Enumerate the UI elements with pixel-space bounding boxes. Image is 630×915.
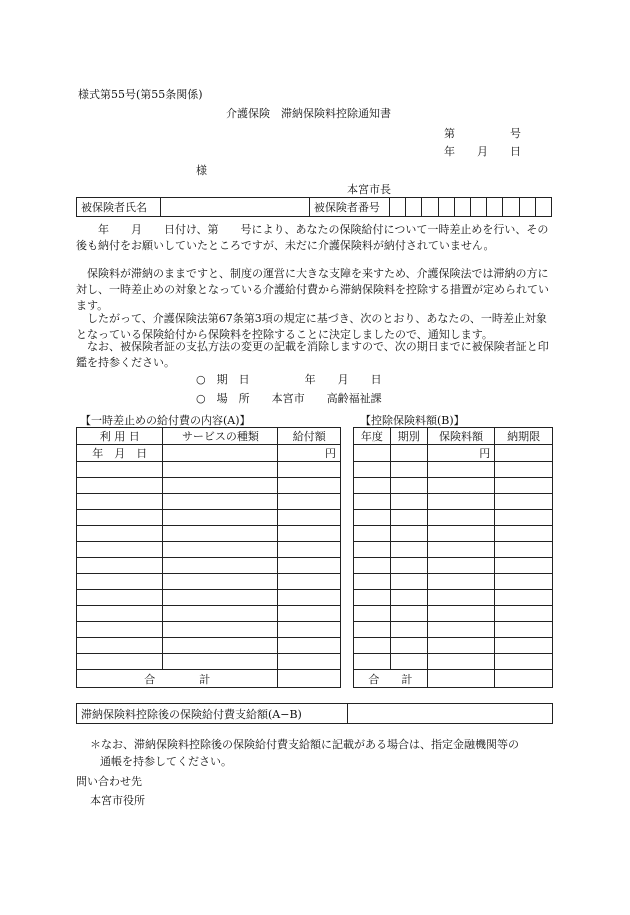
body-paragraph: したがって、介護保険法第67条第3項の規定に基づき、次のとおり、あなたの、一時差止対象となっている保険給付から保険料を控除することに決定しましたので、通知します。: [76, 312, 547, 341]
insured-number-label: 被保険者番号: [309, 198, 389, 217]
table-cell[interactable]: [163, 462, 278, 478]
document-number: 第 号: [444, 127, 521, 140]
table-cell[interactable]: [495, 494, 553, 510]
table-cell[interactable]: [77, 526, 163, 542]
insured-number-digit[interactable]: [535, 198, 551, 217]
net-amount-field[interactable]: [348, 704, 553, 724]
table-cell[interactable]: [354, 558, 391, 574]
table-cell[interactable]: [390, 590, 427, 606]
table-cell[interactable]: [390, 638, 427, 654]
table-cell[interactable]: [495, 590, 553, 606]
column-header: 保険料額: [427, 428, 495, 445]
total-label: 合 計: [77, 670, 278, 688]
table-cell[interactable]: [354, 510, 391, 526]
table-cell[interactable]: [278, 494, 341, 510]
column-header: 期別: [390, 428, 427, 445]
issuer: 本宮市長: [347, 183, 391, 196]
insured-number-digit[interactable]: [406, 198, 422, 217]
table-cell[interactable]: [278, 558, 341, 574]
table-cell[interactable]: [278, 462, 341, 478]
table-cell[interactable]: [427, 606, 495, 622]
table-cell[interactable]: [495, 622, 553, 638]
table-cell[interactable]: [495, 638, 553, 654]
table-cell[interactable]: [495, 510, 553, 526]
table-cell[interactable]: [163, 510, 278, 526]
table-cell[interactable]: [427, 590, 495, 606]
table-cell[interactable]: [390, 558, 427, 574]
insured-number-digit[interactable]: [519, 198, 535, 217]
table-cell[interactable]: [163, 478, 278, 494]
table-cell[interactable]: [427, 494, 495, 510]
table-cell[interactable]: [278, 622, 341, 638]
table-cell[interactable]: [495, 445, 553, 462]
table-cell[interactable]: [427, 622, 495, 638]
total-cell[interactable]: [278, 670, 341, 688]
table-cell[interactable]: [77, 638, 163, 654]
table-cell[interactable]: [390, 654, 427, 670]
table-cell[interactable]: [390, 462, 427, 478]
table-cell[interactable]: [427, 654, 495, 670]
table-cell[interactable]: [354, 590, 391, 606]
table-cell[interactable]: [354, 622, 391, 638]
table-cell[interactable]: [278, 542, 341, 558]
table-cell[interactable]: [354, 654, 391, 670]
net-amount-table: [76, 703, 553, 724]
table-cell[interactable]: [495, 606, 553, 622]
table-cell[interactable]: [163, 638, 278, 654]
table-cell[interactable]: [427, 526, 495, 542]
body-paragraph: なお、被保険者証の支払方法の変更の記載を消除しますので、次の期日までに被保険者証と印鑑を持参ください。: [76, 340, 549, 369]
body-paragraph: 年 月 日付け、第 号により、あなたの保険給付について一時差止めを行い、その後も納付をお願いしていたところですが、未だに介護保険料が納付されていません。: [76, 223, 549, 252]
insured-info-table: [76, 197, 552, 217]
table-cell[interactable]: [354, 574, 391, 590]
table-cell[interactable]: [427, 462, 495, 478]
column-header: サービスの種類: [163, 428, 278, 445]
table-cell[interactable]: [278, 526, 341, 542]
table-cell[interactable]: [390, 606, 427, 622]
table-cell[interactable]: [163, 542, 278, 558]
insured-number-digit[interactable]: [503, 198, 519, 217]
form-number: 様式第55号(第55条関係): [78, 88, 203, 101]
table-cell[interactable]: [390, 622, 427, 638]
insured-number-digit[interactable]: [438, 198, 454, 217]
table-cell[interactable]: [354, 462, 391, 478]
table-cell[interactable]: [354, 445, 391, 462]
schedule-date: ○ 期 日 年 月 日: [196, 373, 382, 386]
column-header: 給付額: [278, 428, 341, 445]
table-a-title: 【一時差止めの給付費の内容(A)】: [80, 414, 251, 427]
table-cell[interactable]: 年 月 日: [77, 445, 163, 462]
table-cell[interactable]: [163, 590, 278, 606]
table-cell[interactable]: [495, 558, 553, 574]
column-header: 納期限: [495, 428, 553, 445]
table-cell[interactable]: [390, 526, 427, 542]
table-cell[interactable]: [495, 574, 553, 590]
insured-number-digit[interactable]: [422, 198, 438, 217]
table-cell[interactable]: [278, 510, 341, 526]
table-cell[interactable]: [427, 638, 495, 654]
document-title: 介護保険 滞納保険料控除通知書: [226, 107, 391, 120]
body-paragraph: 保険料が滞納のままですと、制度の運営に大きな支障を来すため、介護保険法では滞納の方に対し、一時差止めの対象となっている介護給付費から滞納保険料を控除する措置が定められています。: [76, 267, 549, 312]
table-cell[interactable]: [390, 478, 427, 494]
table-cell[interactable]: [495, 542, 553, 558]
table-cell[interactable]: [278, 574, 341, 590]
table-cell[interactable]: [278, 606, 341, 622]
net-amount-label: 滞納保険料控除後の保険給付費支給額(A−B): [77, 704, 348, 724]
note-line: 通帳を持参してください。: [100, 755, 232, 768]
table-cell[interactable]: [495, 654, 553, 670]
table-cell[interactable]: [495, 478, 553, 494]
table-cell[interactable]: [278, 590, 341, 606]
table-cell[interactable]: 円: [427, 445, 495, 462]
insured-number-digit[interactable]: [454, 198, 470, 217]
table-cell[interactable]: [354, 638, 391, 654]
premium-table: [353, 427, 553, 688]
addressee-suffix: 様: [196, 164, 207, 177]
table-cell[interactable]: [495, 526, 553, 542]
insured-name-field[interactable]: [161, 198, 310, 217]
total-cell[interactable]: [495, 670, 553, 688]
table-cell[interactable]: [77, 574, 163, 590]
table-cell[interactable]: [390, 445, 427, 462]
contact-office: 本宮市役所: [90, 794, 145, 807]
table-cell[interactable]: [495, 462, 553, 478]
table-cell[interactable]: [390, 574, 427, 590]
table-cell[interactable]: [390, 510, 427, 526]
total-cell[interactable]: [427, 670, 495, 688]
table-cell[interactable]: [163, 558, 278, 574]
column-header: 年度: [354, 428, 391, 445]
note-line: ＊なお、滞納保険料控除後の保険給付費支給額に記載がある場合は、指定金融機関等の: [90, 738, 519, 751]
insured-number-digit[interactable]: [487, 198, 503, 217]
table-cell[interactable]: [354, 478, 391, 494]
benefit-table: [76, 427, 341, 688]
table-cell[interactable]: [77, 622, 163, 638]
table-cell[interactable]: [77, 478, 163, 494]
table-b-title: 【控除保険料額(B)】: [360, 414, 465, 427]
table-cell[interactable]: [427, 542, 495, 558]
table-cell[interactable]: [163, 494, 278, 510]
table-cell[interactable]: [390, 542, 427, 558]
table-cell[interactable]: [163, 654, 278, 670]
table-cell[interactable]: [77, 606, 163, 622]
table-cell[interactable]: [278, 478, 341, 494]
schedule-place: ○ 場 所 本宮市 高齢福祉課: [196, 392, 382, 405]
table-cell[interactable]: [77, 654, 163, 670]
table-cell[interactable]: [354, 542, 391, 558]
insured-number-digit[interactable]: [389, 198, 405, 217]
table-cell[interactable]: [77, 494, 163, 510]
table-cell[interactable]: [163, 606, 278, 622]
table-cell[interactable]: [77, 590, 163, 606]
table-cell[interactable]: [427, 478, 495, 494]
table-cell[interactable]: [427, 574, 495, 590]
table-cell[interactable]: [427, 558, 495, 574]
table-cell[interactable]: [163, 574, 278, 590]
table-cell[interactable]: [163, 445, 278, 462]
insured-number-digit[interactable]: [470, 198, 486, 217]
table-cell[interactable]: [427, 510, 495, 526]
column-header: 利 用 日: [77, 428, 163, 445]
table-cell[interactable]: [77, 510, 163, 526]
table-cell[interactable]: [77, 462, 163, 478]
table-cell[interactable]: [354, 606, 391, 622]
table-cell[interactable]: [77, 558, 163, 574]
contact-label: 問い合わせ先: [76, 775, 142, 788]
table-cell[interactable]: [354, 526, 391, 542]
table-cell[interactable]: [163, 622, 278, 638]
issue-date: 年 月 日: [444, 145, 521, 158]
table-cell[interactable]: 円: [278, 445, 341, 462]
total-label: 合 計: [354, 670, 428, 688]
table-cell[interactable]: [354, 494, 391, 510]
table-cell[interactable]: [77, 542, 163, 558]
table-cell[interactable]: [163, 526, 278, 542]
insured-name-label: 被保険者氏名: [77, 198, 161, 217]
table-cell[interactable]: [278, 638, 341, 654]
table-cell[interactable]: [390, 494, 427, 510]
table-cell[interactable]: [278, 654, 341, 670]
